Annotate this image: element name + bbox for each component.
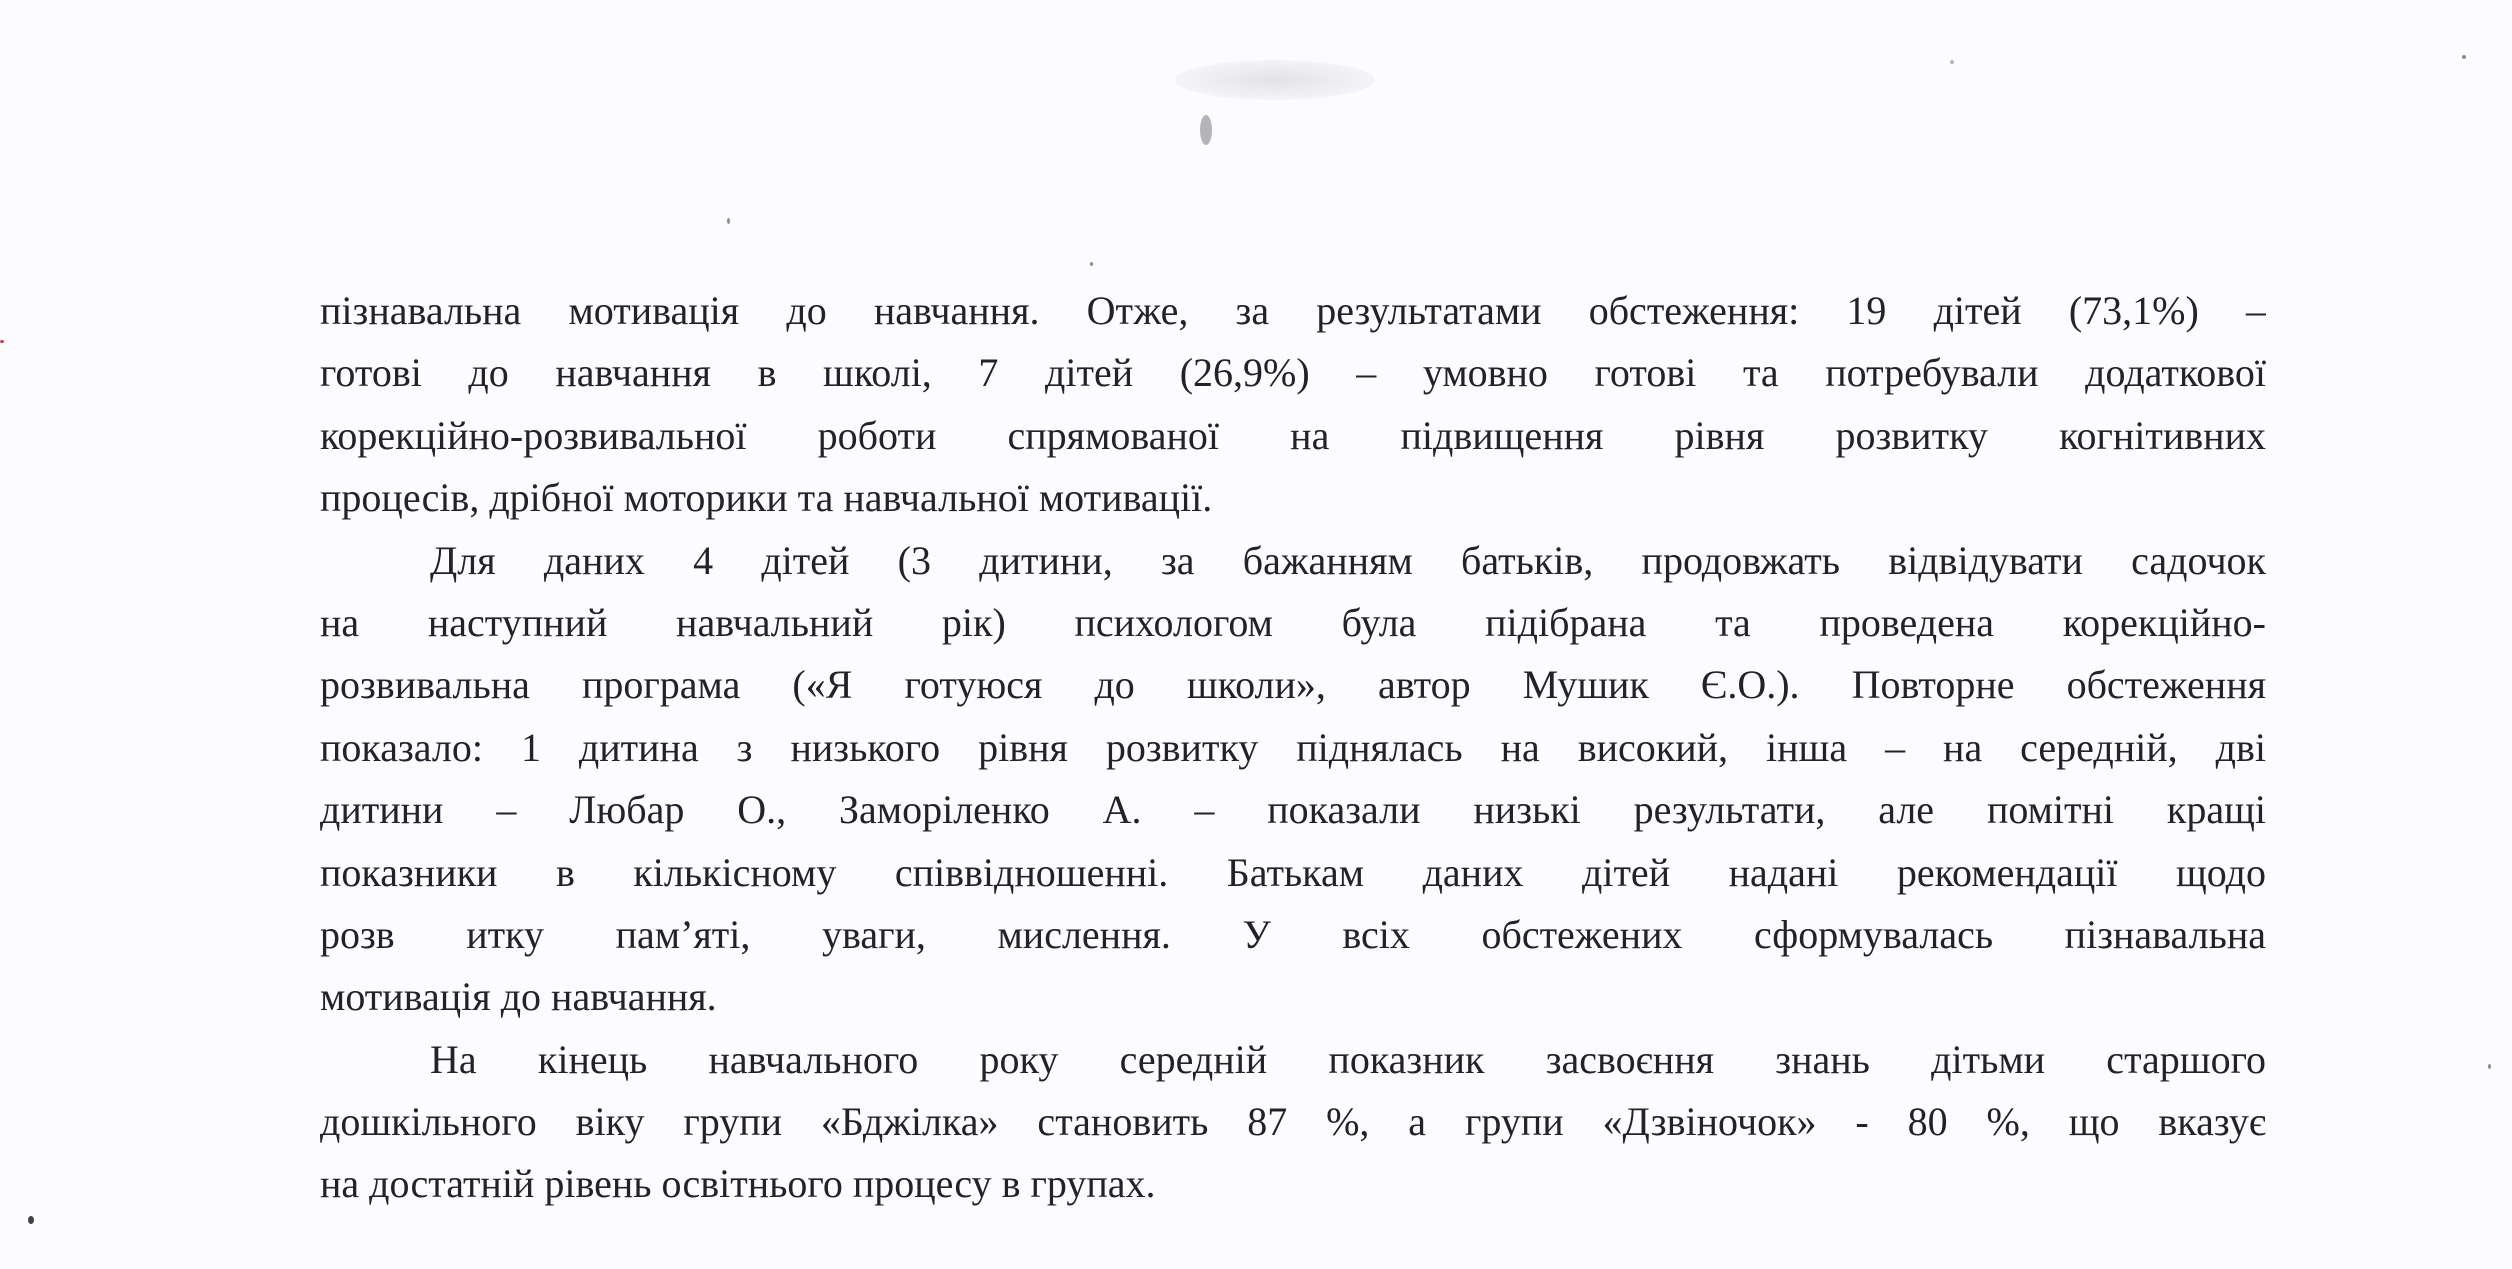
text-line: розвивальна програма («Я готуюся до школи», автор Мушик Є.О.). Повторне обстеження [320, 662, 2266, 708]
body-text [320, 280, 2266, 1216]
text-line: показники в кількісному співвідношенні. Батькам даних дітей надані рекомендації щодо [320, 849, 2266, 895]
text-line: На кінець навчального року середній показник засвоєння знань дітьми старшого [430, 1036, 2266, 1082]
text-line: розв итку пам’яті, уваги, мислення. У всіх обстежених сформувалась пізнавальна [320, 911, 2266, 957]
text-line: Для даних 4 дітей (3 дитини, за бажанням батьків, продовжать відвідувати садочок [430, 537, 2266, 583]
scan-speck [2488, 1064, 2491, 1069]
scan-speck [1090, 262, 1093, 266]
scan-speck [1200, 115, 1212, 145]
text-line: дошкільного віку групи «Бджілка» становить 87 %, а групи «Дзвіночок» - 80 %, що вказує [320, 1099, 2266, 1145]
scan-smudge [1175, 60, 1375, 100]
text-line: мотивація до навчання. [320, 974, 717, 1020]
scan-speck [727, 218, 730, 224]
text-line: на наступний навчальний рік) психологом була підібрана та проведена корекційно- [320, 599, 2266, 645]
text-line: корекційно-розвивальної роботи спрямованої на підвищення рівня розвитку когнітивних [320, 412, 2266, 458]
text-line: готові до навчання в школі, 7 дітей (26,9%) – умовно готові та потребували додаткової [320, 350, 2266, 396]
text-line: показало: 1 дитина з низького рівня розвитку піднялась на високий, інша – на середній, дві [320, 724, 2266, 770]
text-line: дитини – Любар О., Заморіленко А. – показали низькі результати, але помітні кращі [320, 787, 2266, 833]
scan-speck [1950, 60, 1954, 64]
text-line: на достатній рівень освітнього процесу в групах. [320, 1161, 1156, 1207]
text-line: процесів, дрібної моторики та навчальної мотивації. [320, 475, 1213, 521]
scan-speck [28, 1216, 34, 1224]
scan-speck [0, 340, 4, 343]
text-line: пізнавальна мотивація до навчання. Отже, за результатами обстеження: 19 дітей (73,1%) – [320, 288, 2266, 333]
scan-speck [2462, 55, 2466, 59]
